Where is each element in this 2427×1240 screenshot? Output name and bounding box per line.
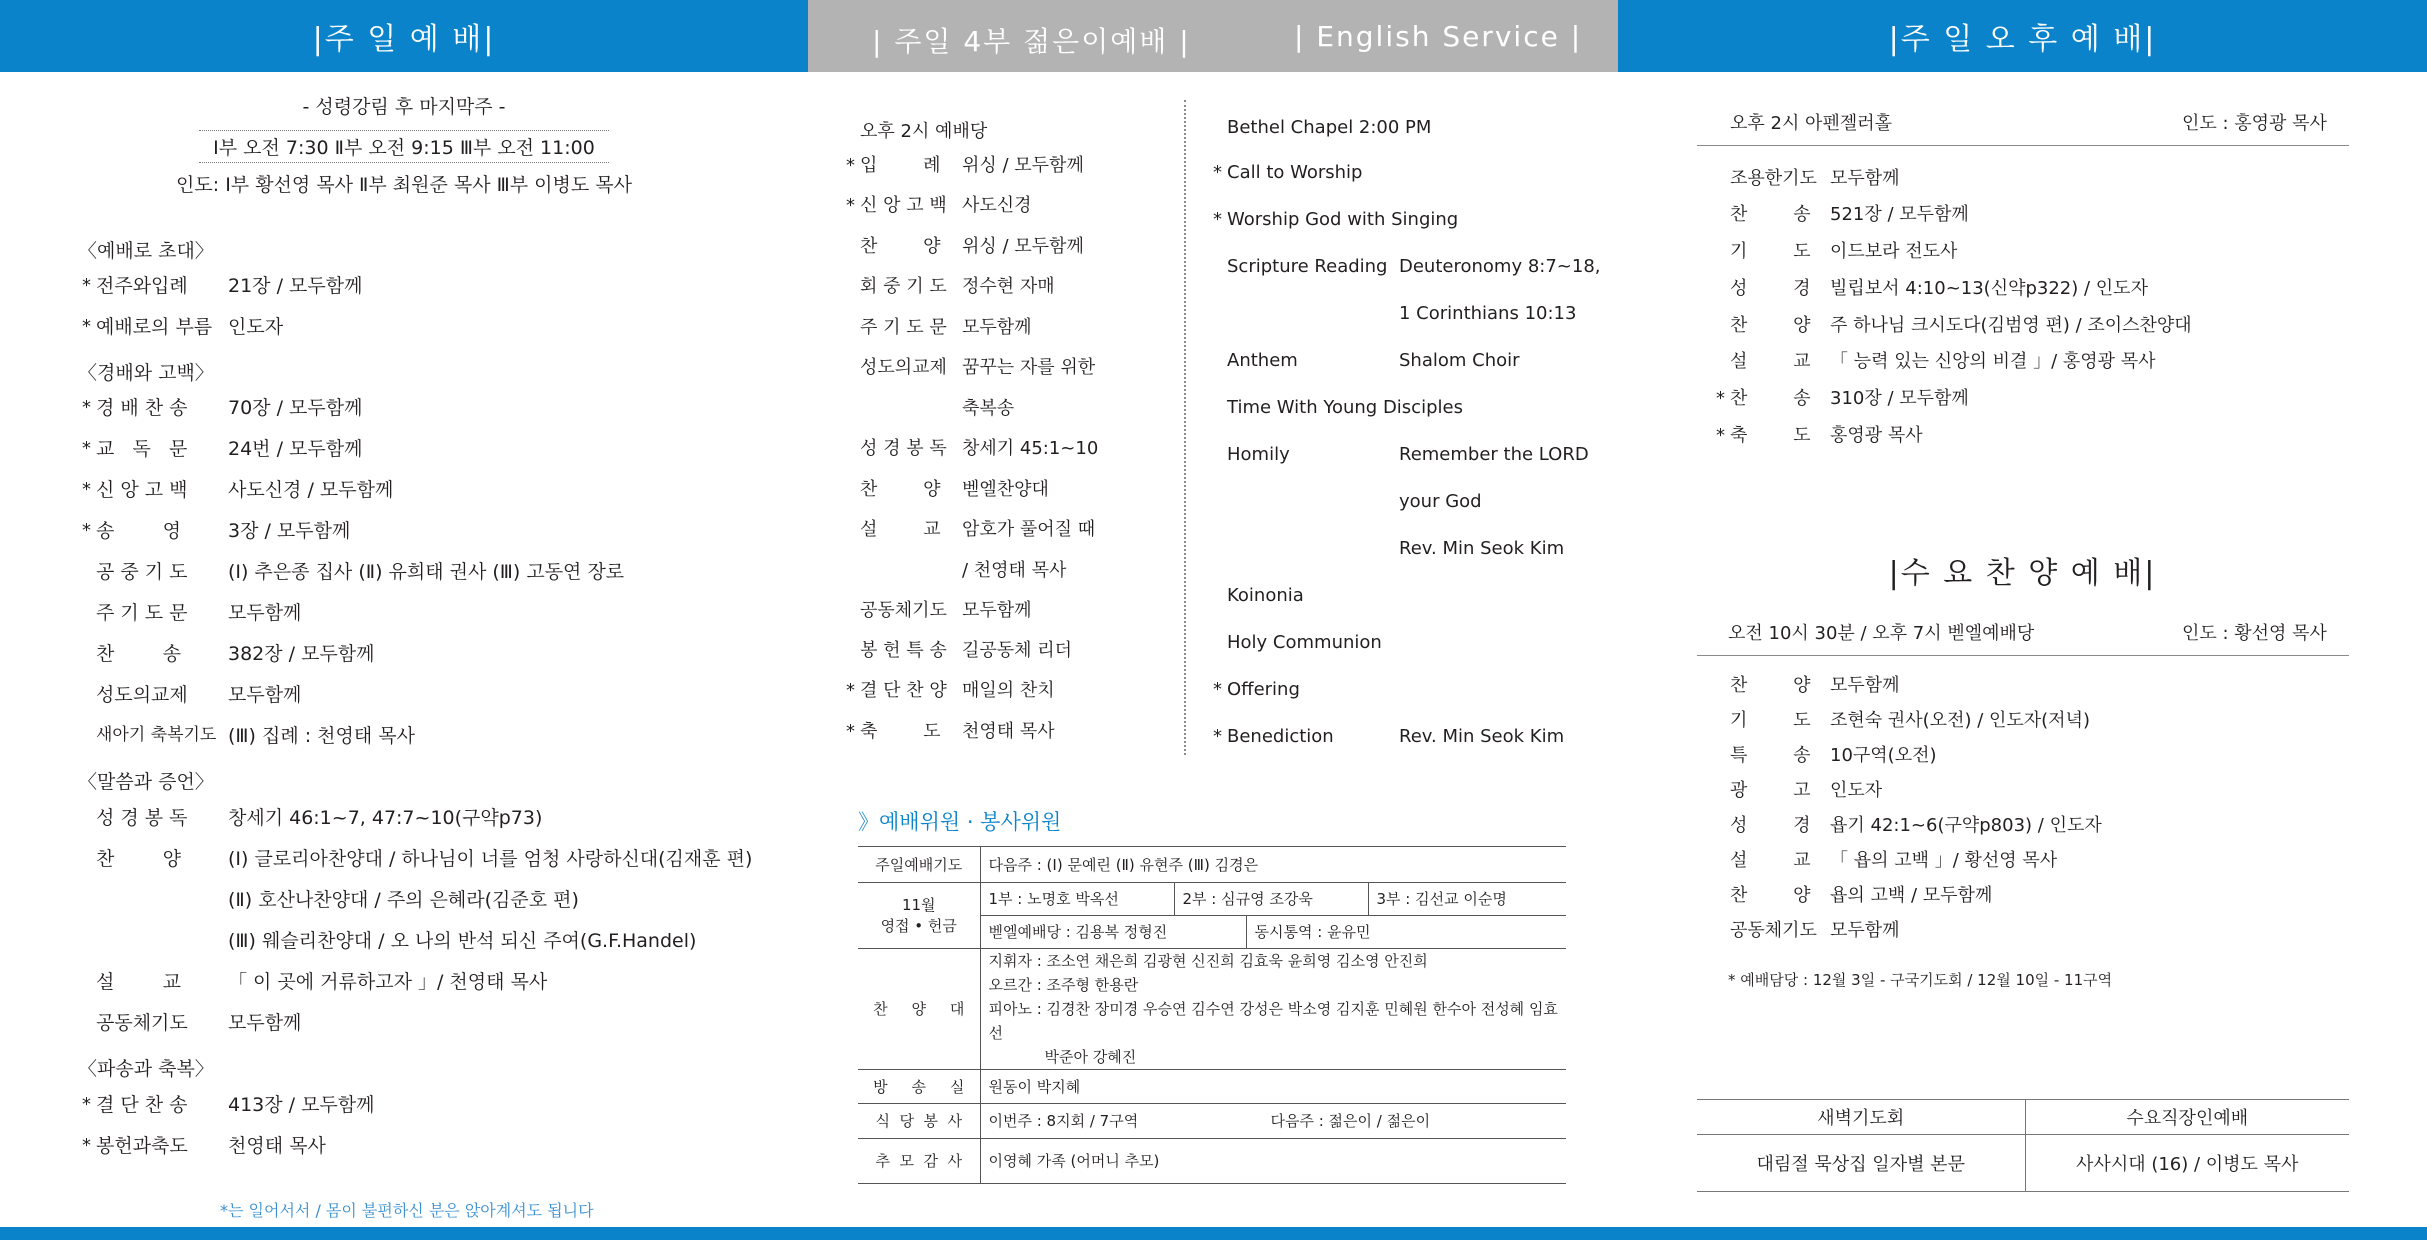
- order-item: [846, 278, 1055, 296]
- volunteers-title: 》예배위원 · 봉사위원: [858, 810, 1062, 834]
- row-key: [858, 882, 980, 948]
- order-item: [1716, 922, 1900, 940]
- table-row: [1697, 1135, 2349, 1192]
- stand-marker: [1213, 587, 1227, 605]
- order-item: [1716, 427, 1923, 445]
- stand-marker: *: [82, 397, 91, 418]
- stand-marker: [846, 602, 860, 620]
- order-item: [82, 481, 393, 500]
- usher-row: [981, 883, 1567, 916]
- order-item: [846, 197, 1032, 215]
- item-value: 위싱 / 모두함께: [962, 155, 1084, 176]
- order-item: [82, 645, 375, 664]
- item-value: 길공동체 리더: [962, 640, 1073, 661]
- stand-marker: [82, 850, 96, 869]
- order-item: [1716, 170, 1900, 188]
- stand-marker: [1716, 747, 1730, 765]
- table-row: [858, 948, 1566, 1069]
- order-item: [1716, 817, 2102, 835]
- stand-marker: *: [1213, 209, 1222, 230]
- table-row: [858, 1103, 1566, 1138]
- item-value: Remember the LORD: [1399, 444, 1589, 465]
- item-value: 인도자: [1830, 780, 1883, 801]
- item-label: 교 독 문: [96, 438, 188, 460]
- item-label: 신 앙 고 백: [96, 479, 188, 501]
- item-label: 찬 양: [96, 848, 182, 870]
- stand-marker: [1213, 258, 1227, 276]
- order-item: [82, 1096, 375, 1115]
- item-label: 성 경: [1730, 815, 1811, 836]
- item-label: 봉 헌 특 송: [860, 640, 947, 661]
- stand-marker: [1716, 782, 1730, 800]
- order-item: [1213, 164, 1399, 182]
- item-label: 찬 송: [1730, 204, 1811, 225]
- stand-marker: [82, 604, 96, 623]
- item-label: 입 례: [860, 155, 941, 176]
- item-label: Holy Communion: [1227, 632, 1382, 653]
- order-item: [846, 359, 1095, 377]
- item-value: (Ⅲ) 집례 : 천영태 목사: [228, 725, 415, 747]
- item-value-cont: / 천영태 목사: [962, 560, 1067, 581]
- item-label: Koinonia: [1227, 585, 1304, 606]
- order-item: [1716, 852, 2057, 870]
- item-label: 찬 양: [1730, 885, 1811, 906]
- stand-marker: [82, 973, 96, 992]
- order-item: [1716, 206, 1969, 224]
- choir-organ: 오르간 : 조주형 한용란: [988, 975, 1139, 994]
- order-item: [82, 686, 301, 705]
- item-value-cont: 1 Corinthians 10:13: [1399, 303, 1577, 324]
- column-divider: [1184, 100, 1186, 755]
- item-value: 모두함께: [962, 317, 1032, 338]
- order-item: [1213, 352, 1520, 370]
- item-value: 모두함께: [228, 602, 302, 624]
- item-value: 욥기 42:1~6(구약p803) / 인도자: [1830, 815, 2102, 836]
- stand-marker: [846, 440, 860, 458]
- item-label: 새아기 축복기도: [96, 725, 217, 745]
- afternoon-service-header: |주 일 오 후 예 배|: [1618, 0, 2427, 72]
- table-row: [858, 847, 1566, 882]
- stand-marker: [1716, 922, 1730, 940]
- item-label: 찬 양: [860, 236, 941, 257]
- item-value: 10구역(오전): [1830, 745, 1937, 766]
- stand-marker: *: [82, 316, 91, 337]
- usher-row: [981, 916, 1567, 948]
- order-item: [82, 563, 624, 582]
- stand-marker: [1716, 280, 1730, 298]
- item-value: 정수현 자매: [962, 276, 1055, 297]
- stand-marker: *: [846, 721, 855, 742]
- stand-marker: [82, 645, 96, 664]
- item-value-cont: 축복송: [962, 398, 1015, 419]
- stand-marker: [82, 809, 96, 828]
- stand-marker: *: [846, 195, 855, 216]
- usher-2: 2부 : 심규영 조강욱: [1175, 883, 1369, 915]
- order-item: [1716, 747, 1937, 765]
- order-item: [846, 602, 1032, 620]
- item-value: 이드보라 전도사: [1830, 241, 1958, 262]
- section-worship-confession: 〈경배와 고백〉: [78, 362, 214, 384]
- young-english-header: [808, 0, 1618, 72]
- item-value: 사도신경 / 모두함께: [228, 479, 394, 501]
- item-value: 위싱 / 모두함께: [962, 236, 1084, 257]
- choir-piano: 피아노 : 김경찬 장미경 우승연 김수연 강성은 박소영 김지훈 민혜원 한수아 전성혜 임효선: [988, 999, 1558, 1042]
- cafeteria-this-week: 이번주 : 8지회 / 7구역: [988, 1112, 1139, 1130]
- item-value: 욥의 고백 / 모두함께: [1830, 885, 1993, 906]
- order-item: [1716, 390, 1969, 408]
- order-item: [82, 809, 542, 828]
- item-label: Time With Young Disciples: [1227, 397, 1463, 418]
- stand-marker: *: [1213, 726, 1222, 747]
- stand-marker: [1213, 352, 1227, 370]
- item-label: 봉헌과축도: [96, 1135, 188, 1157]
- stand-marker: [846, 359, 860, 377]
- stand-marker: [846, 481, 860, 499]
- item-label: 성 경 봉 독: [96, 807, 188, 829]
- young-service-title: | 주일 4부 젊은이예배 |: [872, 25, 1191, 58]
- dawn-prayer-value: 대림절 묵상집 일자별 본문: [1697, 1135, 2025, 1192]
- stand-marker: *: [82, 275, 91, 296]
- item-value: 인도자: [228, 316, 284, 338]
- item-label: Worship God with Singing: [1227, 209, 1459, 230]
- order-item: [82, 727, 415, 746]
- item-label: 결 단 찬 양: [860, 680, 947, 701]
- item-label: 설 교: [1730, 351, 1811, 372]
- stand-marker: [1716, 206, 1730, 224]
- stand-marker: [82, 1014, 96, 1033]
- order-item: [1716, 317, 2192, 335]
- order-item: [82, 1137, 326, 1156]
- item-label: 축 도: [1730, 425, 1811, 446]
- footer-bar: [0, 1227, 2427, 1240]
- item-value: 벧엘찬양대: [962, 479, 1049, 500]
- item-label: 찬 양: [1730, 315, 1811, 336]
- row-value: 이영혜 가족 (어머니 추모): [980, 1138, 1566, 1183]
- order-item: [82, 440, 362, 459]
- order-item: [1716, 782, 1882, 800]
- item-label: 축 도: [860, 721, 941, 742]
- item-label: 찬 양: [1730, 675, 1811, 696]
- item-value-cont: (Ⅱ) 호산나찬양대 / 주의 은혜라(김준호 편): [228, 889, 579, 911]
- order-item: [846, 319, 1032, 337]
- item-value: 사도신경: [962, 195, 1032, 216]
- stand-marker: [1716, 887, 1730, 905]
- item-value: 모두함께: [1830, 920, 1900, 941]
- stand-marker: [1716, 353, 1730, 371]
- choir-conductors: 지휘자 : 조소연 채은희 김광현 신진희 김효욱 윤희영 김소영 안진희: [988, 951, 1428, 970]
- item-value: 413장 / 모두함께: [228, 1094, 375, 1116]
- item-label: Anthem: [1227, 350, 1298, 371]
- item-label: 전주와입례: [96, 275, 188, 297]
- section-invitation: 〈예배로 초대〉: [78, 240, 214, 262]
- item-value-cont: your God: [1399, 491, 1482, 512]
- item-value: 모두함께: [962, 600, 1032, 621]
- stand-marker: *: [1716, 388, 1725, 409]
- row-key: 찬 양 대: [858, 948, 980, 1069]
- item-value: (Ⅰ) 추은종 집사 (Ⅱ) 유희태 권사 (Ⅲ) 고동연 장로: [228, 561, 625, 583]
- order-item: [82, 973, 547, 992]
- item-value: 매일의 찬치: [962, 680, 1055, 701]
- worker-service-header: 수요직장인예배: [2025, 1100, 2349, 1135]
- item-label: 송 영: [96, 520, 182, 542]
- item-label: Call to Worship: [1227, 162, 1363, 183]
- item-label: 성 경: [1730, 278, 1811, 299]
- item-label: 설 교: [1730, 850, 1811, 871]
- order-item: [1716, 677, 1900, 695]
- english-service-place: Bethel Chapel 2:00 PM: [1227, 117, 1432, 138]
- item-label: Offering: [1227, 679, 1300, 700]
- item-label: Homily: [1227, 444, 1290, 465]
- item-label: 광 고: [1730, 780, 1811, 801]
- order-item: [82, 850, 752, 869]
- item-label: 공 중 기 도: [96, 561, 188, 583]
- item-label: 찬 양: [860, 479, 941, 500]
- item-label: Scripture Reading: [1227, 256, 1388, 277]
- order-item: [1213, 587, 1399, 605]
- order-item: [1213, 258, 1601, 276]
- worker-service-value: 사사시대 (16) / 이병도 목사: [2025, 1135, 2349, 1192]
- item-value: 「 능력 있는 신앙의 비결 」/ 홍영광 목사: [1830, 351, 2156, 372]
- item-value: 521장 / 모두함께: [1830, 204, 1969, 225]
- row-key: 방 송 실: [858, 1069, 980, 1103]
- stand-marker: *: [1213, 162, 1222, 183]
- wednesday-service-title: |수 요 찬 양 예 배|: [1888, 556, 2157, 591]
- order-item: [1213, 681, 1399, 699]
- item-label: 주 기 도 문: [860, 317, 947, 338]
- order-item: [82, 277, 362, 296]
- stand-marker: [846, 319, 860, 337]
- afternoon-place: 오후 2시 아펜젤러홀: [1730, 113, 1892, 134]
- order-item: [1716, 243, 1957, 261]
- order-item: [846, 481, 1049, 499]
- order-item: [82, 399, 362, 418]
- item-value: 「 이 곳에 거류하고자 」/ 천영태 목사: [228, 971, 548, 993]
- item-value: 천영태 목사: [962, 721, 1055, 742]
- sunday-subtitle: - 성령강림 후 마지막주 -: [302, 96, 506, 118]
- item-value: Shalom Choir: [1399, 350, 1520, 371]
- choir-piano-cont: 박준아 강혜진: [1044, 1047, 1137, 1066]
- order-item: [1213, 446, 1589, 464]
- stand-marker: *: [82, 520, 91, 541]
- item-value: 창세기 45:1~10: [962, 438, 1099, 459]
- stand-marker: [1716, 712, 1730, 730]
- item-value: Rev. Min Seok Kim: [1399, 726, 1565, 747]
- item-label: 찬 송: [1730, 388, 1811, 409]
- order-item: [1213, 634, 1399, 652]
- row-key: 식 당 봉 사: [858, 1103, 980, 1138]
- service-leaders: 인도: Ⅰ부 황선영 목사 Ⅱ부 최원준 목사 Ⅲ부 이병도 목사: [176, 174, 632, 196]
- row-value: [980, 882, 1566, 948]
- stand-marker: *: [1213, 679, 1222, 700]
- stand-marker: *: [82, 438, 91, 459]
- item-value: 꿈꾸는 자를 위한: [962, 357, 1096, 378]
- table-row: [858, 882, 1566, 948]
- item-value: 빌립보서 4:10~13(신약p322) / 인도자: [1830, 278, 2148, 299]
- stand-marker: [846, 238, 860, 256]
- stand-marker: [82, 563, 96, 582]
- afternoon-leader: 인도 : 홍영광 목사: [2182, 113, 2327, 134]
- order-item: [846, 440, 1098, 458]
- usher-bethel: 벧엘예배당 : 김용복 정형진: [981, 916, 1247, 948]
- stand-marker: [1213, 446, 1227, 464]
- item-label: 공동체기도: [1730, 920, 1817, 941]
- table-row: [858, 1069, 1566, 1103]
- table-row: [1697, 1100, 2349, 1135]
- item-label: 성도의교제: [96, 684, 188, 706]
- stand-marker: [1716, 677, 1730, 695]
- stand-marker: [1716, 852, 1730, 870]
- order-item: [1213, 397, 1463, 418]
- item-value: 천영태 목사: [228, 1135, 326, 1157]
- row-key-line: 영접 • 헌금: [880, 917, 957, 935]
- stand-marker: *: [82, 1135, 91, 1156]
- row-value: [980, 1103, 1566, 1138]
- stand-marker: [1716, 170, 1730, 188]
- item-value: 모두함께: [1830, 675, 1900, 696]
- item-value: 21장 / 모두함께: [228, 275, 363, 297]
- order-item: [82, 318, 283, 337]
- item-value: 창세기 46:1~7, 47:7~10(구약p73): [228, 807, 543, 829]
- section-word-witness: 〈말씀과 증언〉: [78, 771, 214, 793]
- stand-marker: [1213, 634, 1227, 652]
- standing-note: *는 일어서서 / 몸이 불편하신 분은 앉아계셔도 됩니다: [220, 1201, 594, 1220]
- item-value: 모두함께: [1830, 168, 1900, 189]
- order-item: [1716, 280, 2148, 298]
- table-row: [858, 1138, 1566, 1183]
- item-label: 기 도: [1730, 241, 1811, 262]
- row-value: [980, 948, 1566, 1069]
- order-item: [846, 238, 1084, 256]
- item-label: 공동체기도: [96, 1012, 188, 1034]
- order-item: [82, 522, 350, 541]
- item-value: 조현숙 권사(오전) / 인도자(저녁): [1830, 710, 2090, 731]
- item-value: (Ⅰ) 글로리아찬양대 / 하나님이 너를 엄청 사랑하신대(김재훈 편): [228, 848, 753, 870]
- item-label: 설 교: [96, 971, 182, 993]
- wednesday-rule: [1697, 655, 2349, 656]
- item-label: 찬 송: [96, 643, 182, 665]
- row-value: 다음주 : (Ⅰ) 문예린 (Ⅱ) 유현주 (Ⅲ) 김경은: [980, 847, 1566, 882]
- volunteers-table: [858, 847, 1566, 1184]
- item-label: 특 송: [1730, 745, 1811, 766]
- stand-marker: [846, 642, 860, 660]
- stand-marker: [1716, 817, 1730, 835]
- item-value: 3장 / 모두함께: [228, 520, 351, 542]
- item-value: 382장 / 모두함께: [228, 643, 375, 665]
- wednesday-leader: 인도 : 황선영 목사: [2182, 623, 2327, 644]
- item-label: 신 앙 고 백: [860, 195, 947, 216]
- row-value: 원동이 박지혜: [980, 1069, 1566, 1103]
- item-value: 70장 / 모두함께: [228, 397, 363, 419]
- cafeteria-next-week: 다음주 : 젊은이 / 젊은이: [1270, 1112, 1431, 1130]
- dawn-prayer-header: 새벽기도회: [1697, 1100, 2025, 1135]
- item-label: Benediction: [1227, 726, 1334, 747]
- item-value: 모두함께: [228, 1012, 302, 1034]
- stand-marker: *: [1716, 425, 1725, 446]
- item-value-cont: Rev. Min Seok Kim: [1399, 538, 1565, 559]
- order-item: [846, 642, 1072, 660]
- item-value: 암호가 풀어질 때: [962, 519, 1096, 540]
- stand-marker: [1213, 399, 1227, 417]
- wednesday-note: * 예배담당 : 12월 3일 - 구국기도회 / 12월 10일 - 11구역: [1728, 971, 2113, 989]
- afternoon-rule: [1697, 145, 2349, 146]
- item-label: 성도의교제: [860, 357, 947, 378]
- stand-marker: *: [846, 155, 855, 176]
- order-item: [846, 723, 1055, 741]
- stand-marker: *: [82, 479, 91, 500]
- wednesday-place: 오전 10시 30분 / 오후 7시 벧엘예배당: [1728, 623, 2035, 644]
- usher-1: 1부 : 노명호 박옥선: [981, 883, 1175, 915]
- young-service-place: 오후 2시 예배당: [860, 121, 988, 142]
- stand-marker: *: [82, 1094, 91, 1115]
- stand-marker: [1716, 317, 1730, 335]
- item-value: 모두함께: [228, 684, 302, 706]
- item-value: 「 욥의 고백 」/ 황선영 목사: [1830, 850, 2058, 871]
- order-item: [1716, 712, 2090, 730]
- item-value: 주 하나님 크시도다(김범영 편) / 조이스찬양대: [1830, 315, 2192, 336]
- item-value: 310장 / 모두함께: [1830, 388, 1969, 409]
- sunday-service-header: |주 일 예 배|: [0, 0, 808, 72]
- order-item: [846, 521, 1095, 539]
- item-label: 주 기 도 문: [96, 602, 188, 624]
- item-label: 성 경 봉 독: [860, 438, 947, 459]
- row-key: 추 모 감 사: [858, 1138, 980, 1183]
- stand-marker: [82, 727, 96, 746]
- stand-marker: [846, 521, 860, 539]
- stand-marker: [1716, 243, 1730, 261]
- order-item: [1213, 728, 1564, 746]
- dawn-worker-service-table: [1697, 1099, 2349, 1192]
- english-service-title: | English Service |: [1294, 20, 1583, 53]
- order-item: [846, 157, 1084, 175]
- order-item: [1716, 353, 2156, 371]
- order-item: [1213, 209, 1459, 230]
- item-value: 홍영광 목사: [1830, 425, 1923, 446]
- interpreter: 동시통역 : 윤유민: [1254, 923, 1371, 941]
- stand-marker: [82, 686, 96, 705]
- item-label: 공동체기도: [860, 600, 947, 621]
- row-key: 주일예배기도: [858, 847, 980, 882]
- item-label: 기 도: [1730, 710, 1811, 731]
- item-value: 24번 / 모두함께: [228, 438, 363, 460]
- item-label: 예배로의 부름: [96, 316, 213, 338]
- item-label: 경 배 찬 송: [96, 397, 188, 419]
- order-item: [1716, 887, 1992, 905]
- order-item: [846, 682, 1055, 700]
- item-label: 회 중 기 도: [860, 276, 947, 297]
- item-value: Deuteronomy 8:7~18,: [1399, 256, 1601, 277]
- section-sending-blessing: 〈파송과 축복〉: [78, 1058, 214, 1080]
- order-item: [82, 1014, 301, 1033]
- item-label: 조용한기도: [1730, 168, 1817, 189]
- service-times: Ⅰ부 오전 7:30 Ⅱ부 오전 9:15 Ⅲ부 오전 11:00: [0, 130, 808, 163]
- usher-3: 3부 : 김선교 이순명: [1376, 890, 1507, 908]
- item-value-cont: (Ⅲ) 웨슬리찬양대 / 오 나의 반석 되신 주여(G.F.Handel): [228, 930, 697, 952]
- item-label: 설 교: [860, 519, 941, 540]
- order-item: [82, 604, 301, 623]
- stand-marker: *: [846, 680, 855, 701]
- stand-marker: [846, 278, 860, 296]
- row-key-line: 11월: [901, 896, 936, 914]
- item-label: 결 단 찬 송: [96, 1094, 188, 1116]
